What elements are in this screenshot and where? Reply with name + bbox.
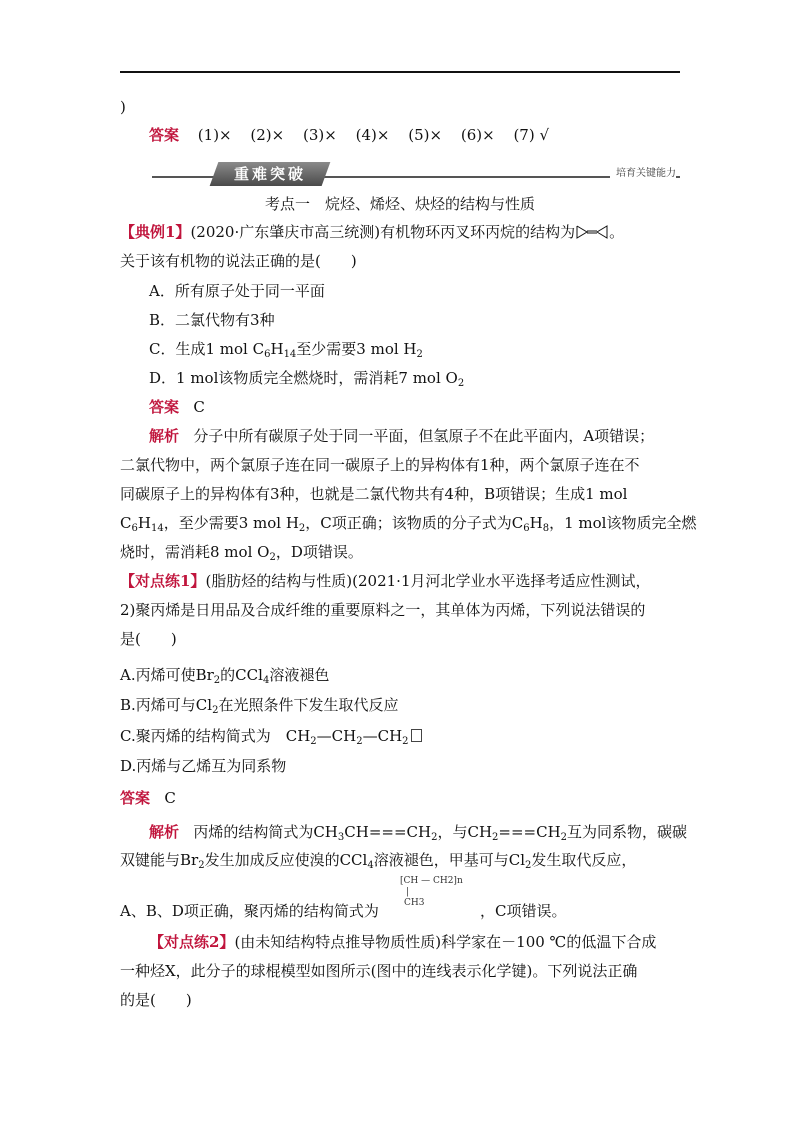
banner-title-box <box>210 162 331 186</box>
example1-text1: (2020·广东肇庆市高三统测)有机物环丙叉环丙烷的结构为 <box>190 223 576 241</box>
example1-analysis-line4: $C_6H_{14}$，至少需要3 mol $H_2$，C项正确；该物质的分子式为$C_6H_8$，1 mol该物质完全燃 <box>120 514 697 534</box>
exercise1-analysis-line2: 双键能与$Br_2$发生加成反应使溴的CCl$_4$溶液褪色，甲基可与$Cl_2$发生取代反应， <box>120 851 637 871</box>
example1-option-b: B．二氯代物有3种 <box>149 311 275 329</box>
exercise1-analysis-label: 解析 <box>149 823 180 841</box>
polypropylene-formula: [CH — CH2]n | CH3 <box>400 876 463 908</box>
exercise1-line1 <box>120 570 651 592</box>
exercise1-answer: C <box>164 789 176 807</box>
answer-label: 答案 <box>149 126 180 144</box>
example1-line2: 关于该有机物的说法正确的是( ) <box>120 252 357 270</box>
prev-answer-row <box>149 124 563 146</box>
exercise1-answer-row <box>120 787 176 809</box>
exercise1-line3: 是( ) <box>120 630 177 648</box>
exercise2-label: 【对点练2】 <box>149 933 235 951</box>
exercise1-option-d: D.丙烯与乙烯互为同系物 <box>120 757 287 775</box>
polymer-formula-top: [CH — CH2]n <box>400 876 463 886</box>
example1-option-a: A．所有原子处于同一平面 <box>149 282 325 300</box>
example1-analysis-label: 解析 <box>149 427 180 445</box>
example1-line1 <box>120 221 624 243</box>
example1-analysis-text1: 分子中所有碳原子处于同一平面，但氢原子不在此平面内，A项错误； <box>193 427 655 445</box>
banner-title: 重难突破 <box>233 165 306 183</box>
polymer-formula-bottom: CH3 <box>404 898 425 908</box>
placeholder-box-icon <box>411 729 422 742</box>
example1-label: 【典例1】 <box>120 223 191 241</box>
example1-answer-label: 答案 <box>149 398 180 416</box>
prev-answer-6: (6)× <box>460 126 495 144</box>
exercise1-answer-label: 答案 <box>120 789 151 807</box>
prev-answer-2: (2)× <box>250 126 285 144</box>
section-title: 考点一 烷烃、烯烃、炔烃的结构与性质 <box>264 195 535 213</box>
exercise1-analysis-line3-end: ，C项错误。 <box>480 902 567 920</box>
prev-answer-1: (1)× <box>197 126 232 144</box>
prev-answer-7: (7) √ <box>513 126 550 144</box>
example1-analysis-line1 <box>149 425 654 447</box>
exercise2-line2: 一种烃X，此分子的球棍模型如图所示(图中的连线表示化学键)。下列说法正确 <box>120 962 638 980</box>
example1-option-d: D．1 mol该物质完全燃烧时，需消耗7 mol $O_2$ <box>149 369 465 389</box>
prev-close: ) <box>120 98 126 116</box>
cyclopropylidene-structure-icon <box>575 224 609 240</box>
prev-answer-3: (3)× <box>303 126 337 144</box>
exercise1-option-c: C.聚丙烯的结构简式为 $CH_2—CH_2—CH_2$ <box>120 725 422 747</box>
example1-answer: C <box>193 398 205 416</box>
exercise1-label: 【对点练1】 <box>120 572 206 590</box>
example1-analysis-line2: 二氯代物中，两个氯原子连在同一碳原子上的异构体有1种，两个氯原子连在不 <box>120 456 640 474</box>
exercise1-option-b: B.丙烯可与$Cl_2$在光照条件下发生取代反应 <box>120 696 399 716</box>
prev-answer-4: (4)× <box>355 126 390 144</box>
exercise1-text1: (脂肪烃的结构与性质)(2021·1月河北学业水平选择考适应性测试， <box>205 572 651 590</box>
exercise1-analysis-line3: A、B、D项正确，聚丙烯的结构简式为 <box>120 902 379 920</box>
prev-answer-5: (5)× <box>408 126 443 144</box>
example1-analysis-line3: 同碳原子上的异构体有3种，也就是二氯代物共有4种，B项错误；生成1 mol <box>120 485 628 503</box>
example1-answer-row <box>149 396 205 418</box>
exercise2-line3: 的是( ) <box>120 991 192 1009</box>
exercise1-analysis-line1: 解析 丙烯的结构简式为$CH_3CH===CH_2$，与$CH_2===CH_2$互为同系物，碳碳 <box>149 823 688 843</box>
top-rule <box>120 71 680 73</box>
example1-text1-end: 。 <box>609 223 625 241</box>
banner-subtitle: 培育关键能力 <box>610 164 676 179</box>
exercise1-option-a: A.丙烯可使$Br_2$的CCl$_4$溶液褪色 <box>120 666 330 686</box>
example1-analysis-line5: 烧时，需消耗8 mol $O_2$，D项错误。 <box>120 543 363 563</box>
exercise1-line2: 2)聚丙烯是日用品及合成纤维的重要原料之一，其单体为丙烯，下列说法错误的 <box>120 601 646 619</box>
example1-option-c: C．生成1 mol $C_6H_{14}$至少需要3 mol $H_2$ <box>149 340 423 360</box>
exercise2-text1: (由未知结构特点推导物质性质)科学家在－100 ℃的低温下合成 <box>234 933 657 951</box>
exercise2-line1 <box>149 931 656 953</box>
section-banner <box>152 158 680 188</box>
